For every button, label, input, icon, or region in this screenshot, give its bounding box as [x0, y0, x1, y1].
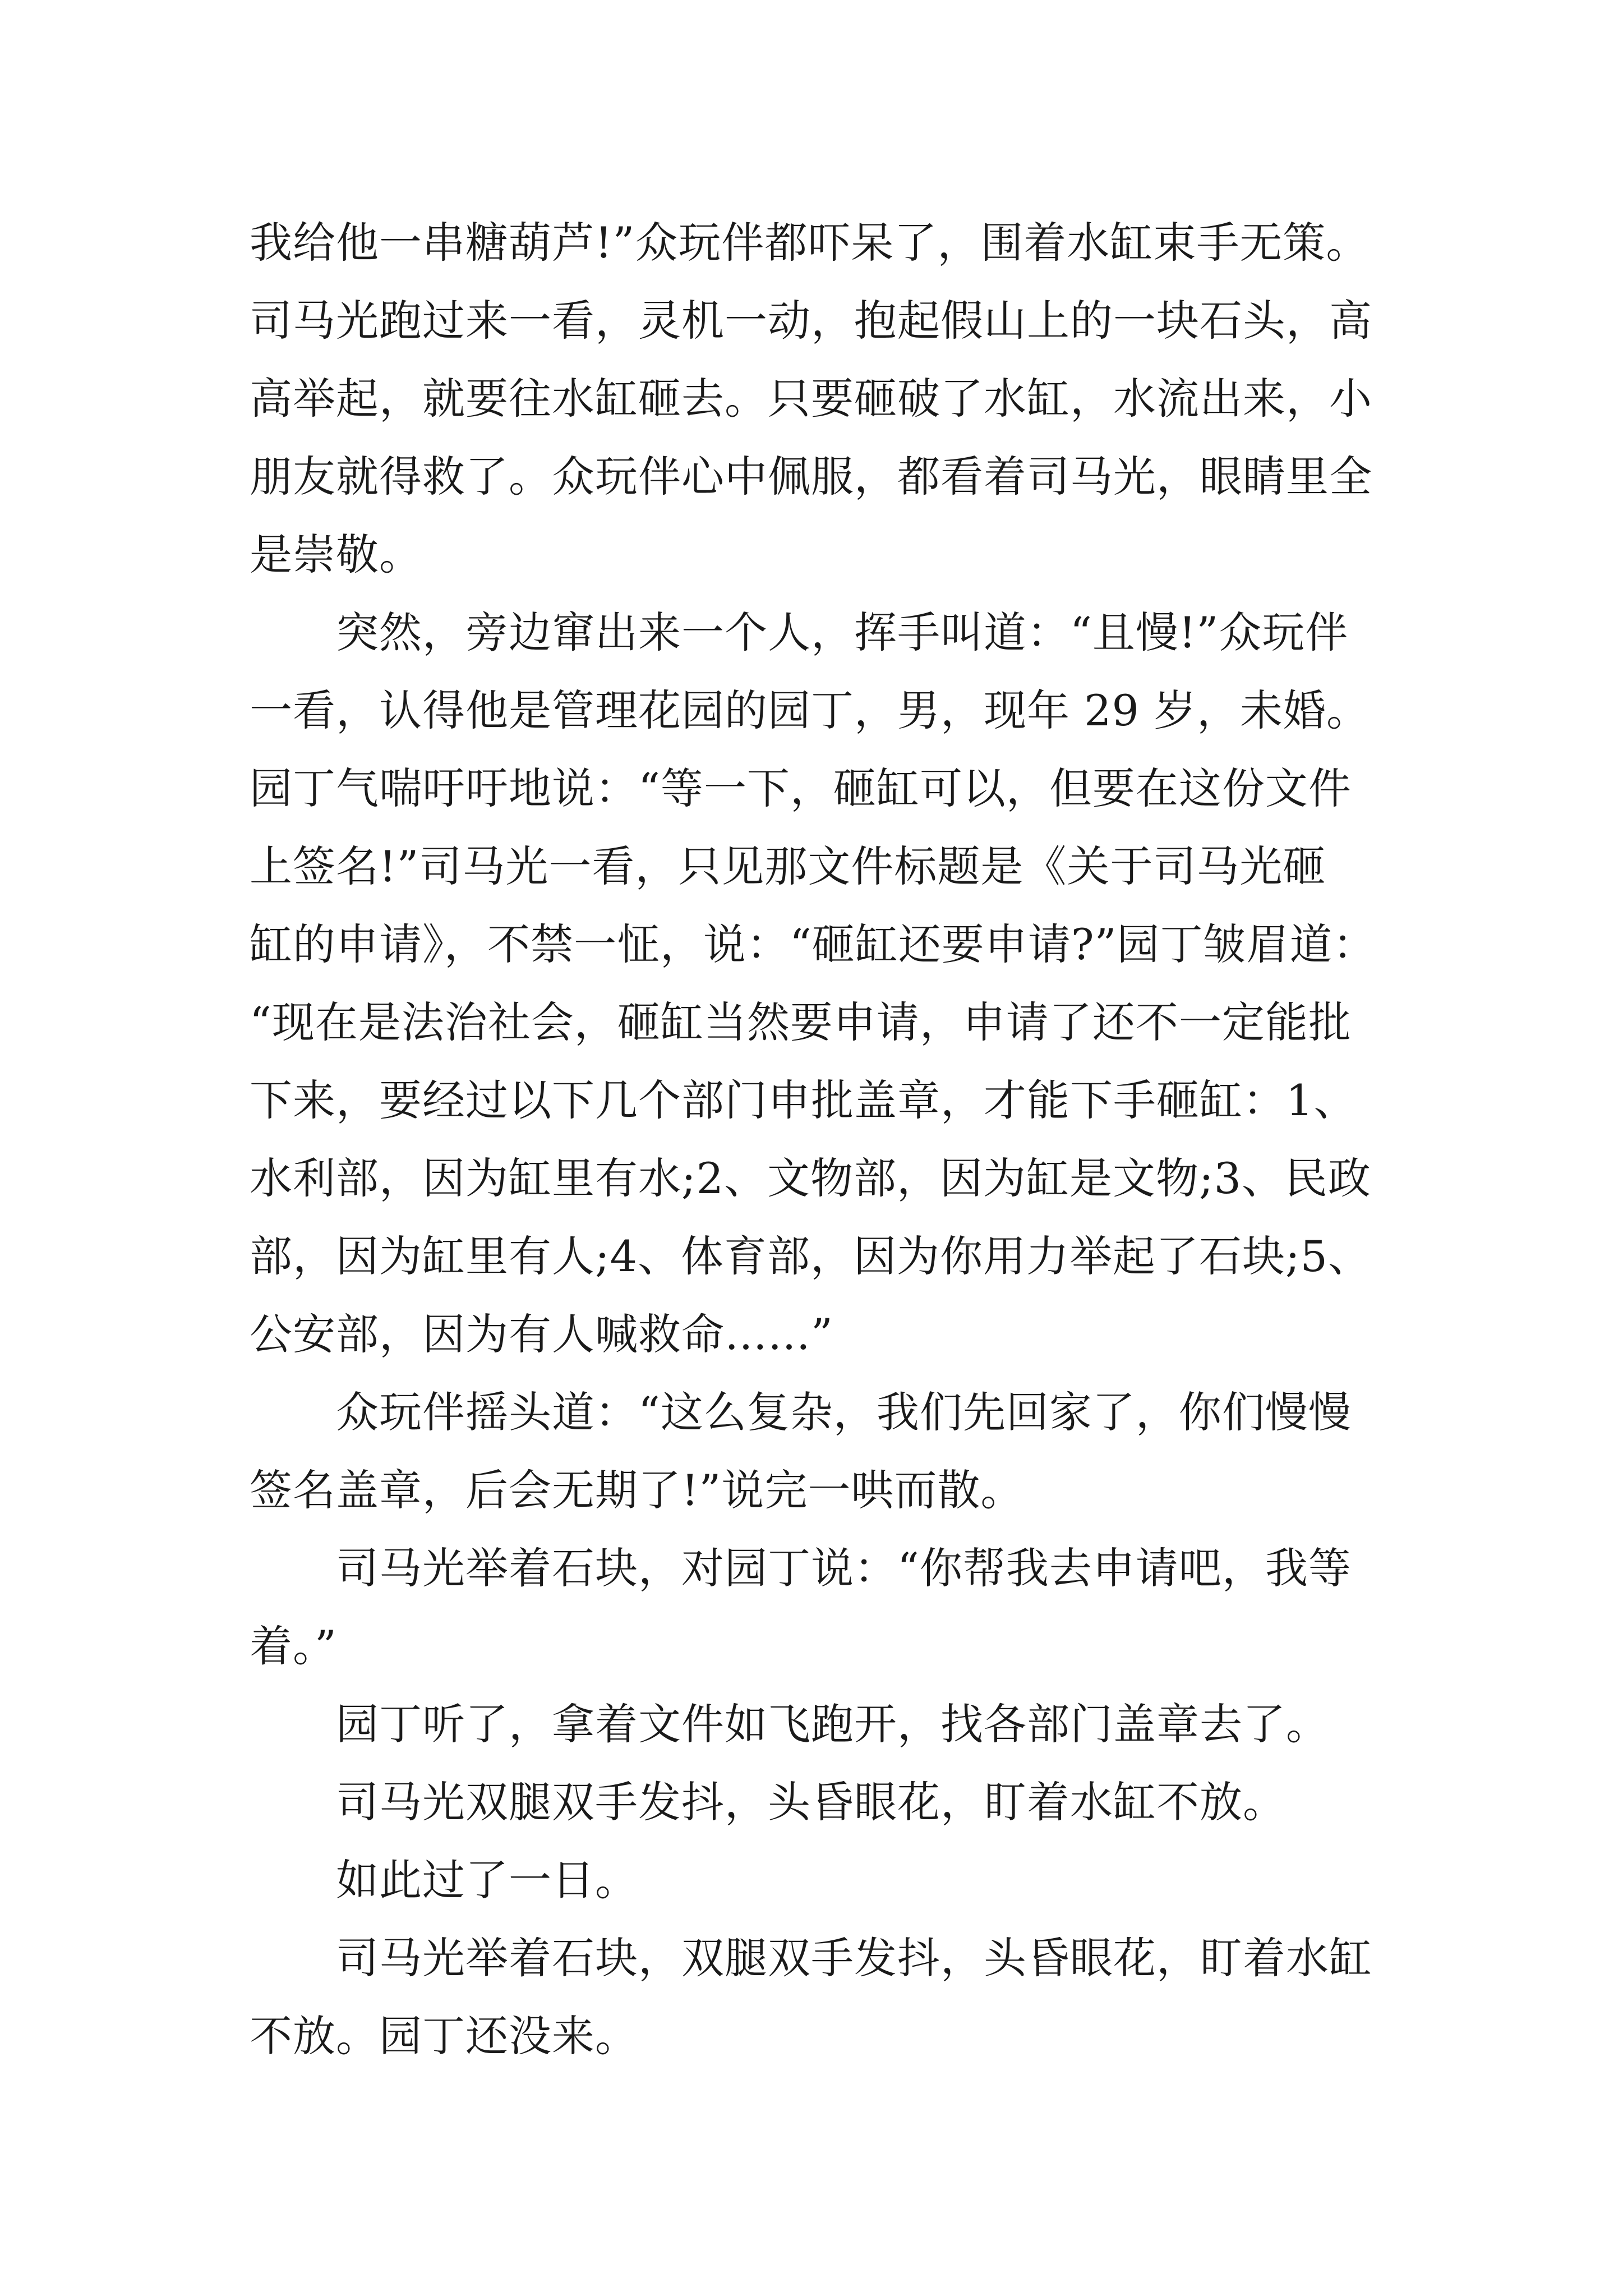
text-line: 如此过了一日。	[250, 1855, 638, 1905]
text-line: 一看，认得他是管理花园的园丁，男，现年 29 岁，未婚。	[250, 685, 1370, 735]
text-line: 是崇敬。	[250, 530, 422, 579]
text-line: 司马光双腿双手发抖，头昏眼花，盯着水缸不放。	[250, 1777, 1286, 1827]
text-line: 高举起，就要往水缸砸去。只要砸破了水缸，水流出来，小	[250, 374, 1372, 424]
text-line: 不放。园丁还没来。	[250, 2011, 638, 2061]
text-line: 园丁听了，拿着文件如飞跑开，找各部门盖章去了。	[250, 1699, 1329, 1749]
text-line: 朋友就得救了。众玩伴心中佩服，都看着司马光，眼睛里全	[250, 452, 1372, 501]
text-line: 突然，旁边窜出来一个人，挥手叫道：“且慢!”众玩伴	[250, 608, 1349, 657]
text-line: 部，因为缸里有人;4、体育部，因为你用力举起了石块;5、	[250, 1231, 1371, 1281]
text-line: 下来，要经过以下几个部门申批盖章，才能下手砸缸：1、	[250, 1075, 1357, 1125]
text-line: 水利部，因为缸里有水;2、文物部，因为缸是文物;3、民政	[250, 1153, 1371, 1203]
text-line: 我给他一串糖葫芦!”众玩伴都吓呆了，围着水缸束手无策。	[250, 218, 1370, 268]
text-line: 签名盖章，后会无期了!”说完一哄而散。	[250, 1465, 1024, 1515]
text-line: 司马光举着石块，对园丁说：“你帮我去申请吧，我等	[250, 1543, 1352, 1593]
text-line: 公安部，因为有人喊救命……”	[250, 1309, 833, 1359]
text-line: 着。”	[250, 1621, 337, 1671]
text-line: 众玩伴摇头道：“这么复杂，我们先回家了，你们慢慢	[250, 1387, 1352, 1437]
text-line: 园丁气喘吁吁地说：“等一下，砸缸可以，但要在这份文件	[250, 763, 1352, 813]
text-line: 司马光举着石块，双腿双手发抖，头昏眼花，盯着水缸	[250, 1933, 1372, 1983]
text-line: “现在是法治社会，砸缸当然要申请，申请了还不一定能批	[250, 997, 1352, 1047]
body-text	[250, 212, 1394, 2083]
text-line: 上签名!”司马光一看，只见那文件标题是《关于司马光砸	[250, 841, 1326, 891]
text-line: 缸的申请》，不禁一怔，说：“砸缸还要申请?”园丁皱眉道：	[250, 919, 1376, 969]
text-line: 司马光跑过来一看，灵机一动，抱起假山上的一块石头，高	[250, 296, 1372, 346]
